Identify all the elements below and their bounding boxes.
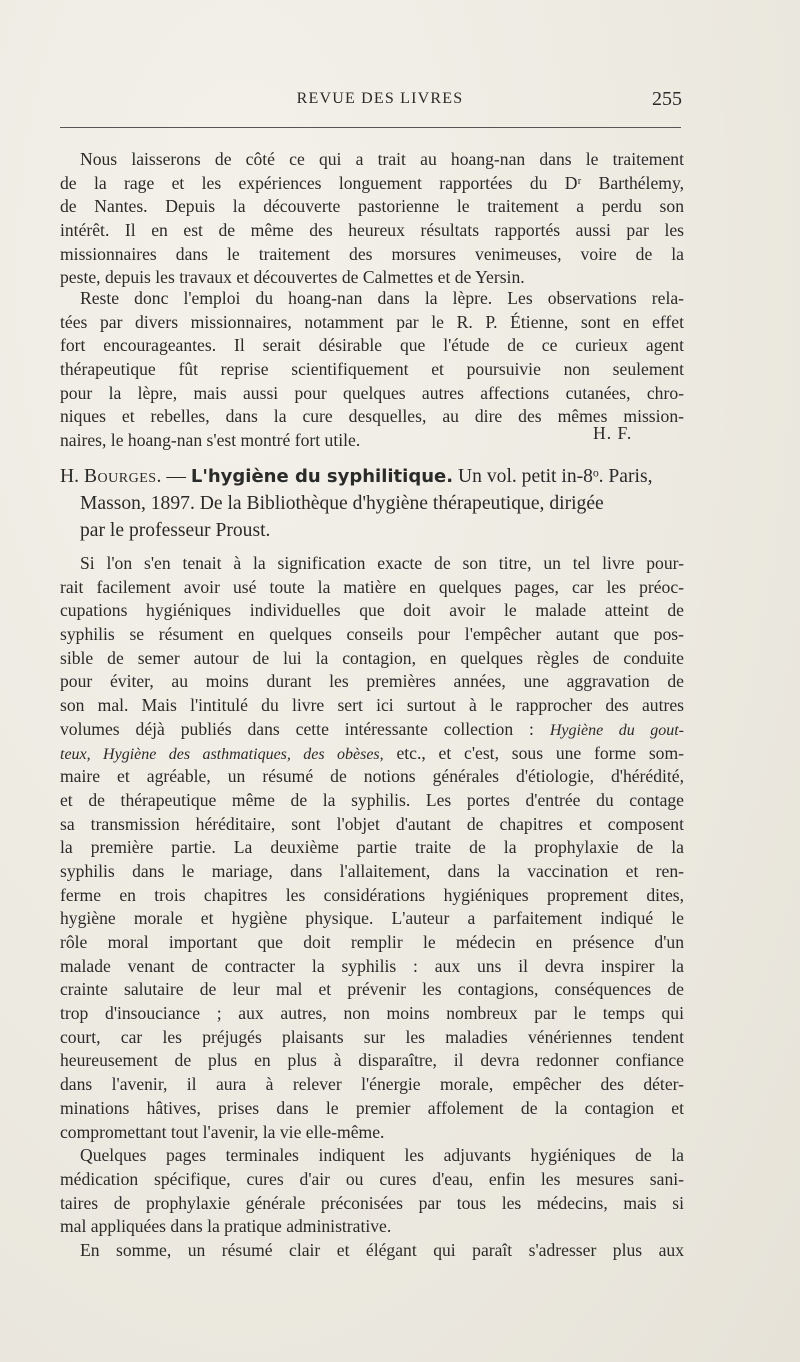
text-line: naires, le hoang-nan s'est montré fort utile. [60, 430, 361, 451]
text-line: syphilis dans le mariage, dans l'allaitement, dans la vaccination et ren- [60, 860, 684, 881]
text-line: sa transmission héréditaire, sont l'objet d'autant de chapitres et composent [60, 813, 684, 834]
running-head [80, 90, 680, 114]
entry-dash: — [166, 466, 186, 487]
text-line: peste, depuis les travaux et découvertes de Calmettes et de Yersin. [60, 267, 525, 288]
text-line: ferme en trois chapitres les considérations hygiéniques proprement dites, [60, 884, 684, 905]
text-line: pour la lèpre, mais aussi pour quelques autres affections cutanées, chro- [60, 382, 684, 403]
author-name: Bourges [83, 466, 157, 487]
text-line: niques et rebelles, dans la cure desquelles, au dire des mêmes mission- [60, 406, 684, 427]
entry-line-1: H. Bourges. — L'hygiène du syphilitique. Un vol. petit in-8ᵒ. Paris, [60, 466, 653, 487]
text-line: taires de prophylaxie générale préconisées par tous les médecins, mais si [60, 1192, 684, 1213]
text-line: tées par divers missionnaires, notamment par le R. P. Étienne, sont en effet [60, 311, 684, 332]
text-line: trop d'insouciance ; aux autres, non moins nombreux par le temps qui [60, 1003, 684, 1024]
text-line: crainte salutaire de leur mal et prévenir les contagions, conséquences de [60, 979, 684, 1000]
review1-paragraph-2 [60, 287, 684, 453]
text-line: thérapeutique fût reprise scientifiquement et poursuivie non seulement [60, 359, 684, 380]
text-line: compromettant tout l'avenir, la vie elle-même. [60, 1121, 385, 1142]
text-line-mixed [60, 718, 684, 742]
text-line: heureusement de plus en plus à disparaître, il devra redonner confiance [60, 1050, 684, 1071]
review2-body [60, 552, 684, 1263]
review1-paragraph-1 [60, 148, 684, 290]
running-title: REVUE DES LIVRES [296, 90, 464, 107]
review-signature: H. F. [593, 423, 633, 443]
text-line: sible de semer autour de lui la contagion, en quelques règles de conduite [60, 647, 684, 668]
text-line: syphilis se résument en quelques conseils pour l'empêcher autant que pos- [60, 624, 684, 645]
text-line: malade venant de contracter la syphilis : aux uns il devra inspirer la [60, 955, 684, 976]
text-line: pour éviter, au moins durant les premières années, une aggravation de [60, 671, 684, 692]
text-line: son mal. Mais l'intitulé du livre sert ici surtout à le rapprocher des autres [60, 695, 684, 716]
text-line: rôle moral important que doit remplir le médecin en présence d'un [60, 932, 684, 952]
page-number: 255 [652, 88, 682, 110]
entry-line-2: Masson, 1897. De la Bibliothèque d'hygiène thérapeutique, dirigée [80, 493, 604, 514]
text-line: Nous laisserons de côté ce qui a trait au hoang-nan dans le traitement [80, 149, 684, 169]
text-segment: etc., et c'est, sous une forme som- [396, 742, 685, 763]
text-line: minations hâtives, prises dans le premier affolement de la contagion et [60, 1097, 684, 1118]
text-line: cupations hygiéniques individuelles que doit avoir le malade atteint de [60, 600, 684, 621]
italic-title: Hygiène du gout- [549, 721, 684, 739]
text-line: hygiène morale et hygiène physique. L'auteur a parfaitement indiqué le [60, 908, 684, 929]
entry-details: Un vol. petit in-8ᵒ. Paris, [458, 466, 653, 487]
text-line: maire et agréable, un résumé de notions générales d'étiologie, d'hérédité, [60, 766, 684, 787]
text-line: missionnaires dans le traitement des morsures venimeuses, voire de la [60, 243, 684, 264]
text-line: Si l'on s'en tenait à la signification exacte de son titre, un tel livre pour- [80, 553, 684, 573]
text-line: rait facilement avoir usé toute la matière en quelques pages, car les préoc- [60, 576, 684, 597]
text-line: Quelques pages terminales indiquent les adjuvants hygiéniques de la [80, 1145, 684, 1166]
text-line: médication spécifique, cures d'air ou cures d'eau, enfin les mesures sani- [60, 1168, 684, 1189]
text-line: la première partie. La deuxième partie traite de la prophylaxie de la [60, 837, 684, 858]
author-initial: H. [60, 466, 80, 487]
text-line: intérêt. Il en est de même des heureux résultats rapportés aussi par les [60, 220, 684, 241]
text-segment: volumes déjà publiés dans cette intéressante collection : [60, 718, 534, 739]
text-line: de Nantes. Depuis la découverte pastorienne le traitement a perdu son [60, 196, 684, 217]
header-rule [60, 127, 681, 128]
text-line: dans l'avenir, il aura à relever l'énergie morale, empêcher des déter- [60, 1074, 684, 1095]
text-line: de la rage et les expériences longuement rapportées du Dʳ Barthélemy, [60, 172, 684, 193]
text-line: fort encourageantes. Il serait désirable que l'étude de ce curieux agent [60, 335, 684, 356]
book-entry [60, 463, 682, 544]
text-line-mixed [60, 742, 684, 766]
book-title: L'hygiène du syphilitique. [190, 466, 454, 487]
text-line: mal appliquées dans la pratique administrative. [60, 1216, 392, 1237]
text-line: court, car les préjugés plaisants sur les maladies vénériennes tendent [60, 1026, 684, 1047]
text-line: Reste donc l'emploi du hoang-nan dans la lèpre. Les observations rela- [80, 288, 684, 308]
italic-title: teux, Hygiène des asthmatiques, des obèses, [60, 745, 384, 763]
text-line: En somme, un résumé clair et élégant qui paraît s'adresser plus aux [80, 1239, 684, 1260]
text-line: et de thérapeutique même de la syphilis. Les portes d'entrée du contage [60, 789, 684, 810]
entry-line-3: par le professeur Proust. [80, 520, 271, 541]
